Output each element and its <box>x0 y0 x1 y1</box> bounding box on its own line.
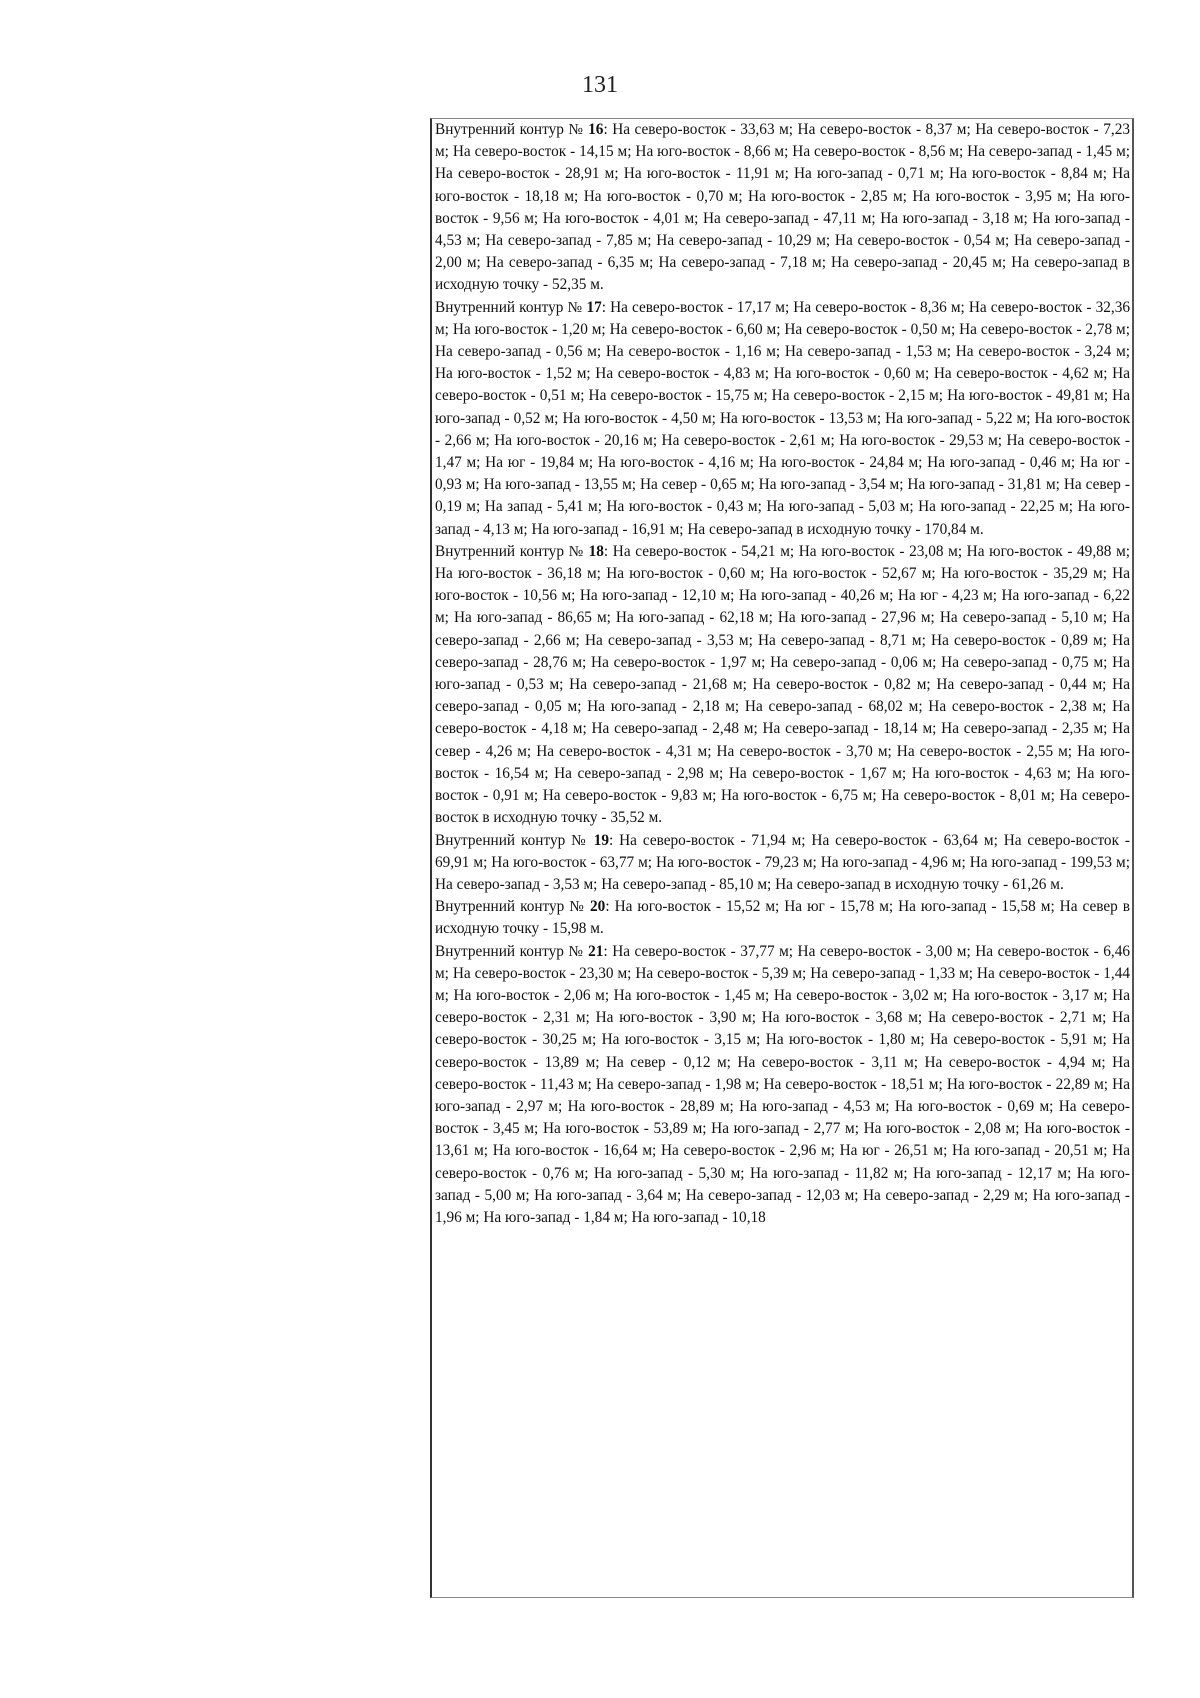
contour-19-paragraph: Внутренний контур № 19: На северо-восток - 71,94 м; На северо-восток - 63,64 м; На северо-восток - 69,91 м; На юго-восток - 63,77 м; На юго-восток - 79,23 м; На юго-запад - 4,96 м; На юго-запад - 199,53 м; На северо-запад - 3,53 м; На северо-запад - 85,10 м; На северо-запад в исходную точку - 61,26 м. <box>435 831 1130 893</box>
contour-description-frame <box>430 118 1134 1598</box>
contour-directions: На северо-восток - 33,63 м; На северо-восток - 8,37 м; На северо-восток - 7,23 м; На северо-восток - 14,15 м; На юго-восток - 8,66 м; На северо-восток - 8,56 м; На северо-запад - 1,45 м; На северо-восток - 28,91 м; На юго-восток - 11,91 м; На юго-запад - 0,71 м; На юго-восток - 8,84 м; На юго-восток - 18,18 м; На юго-восток - 0,70 м; На юго-восток - 2,85 м; На юго-восток - 3,95 м; На юго-восток - 9,56 м; На юго-восток - 4,01 м; На северо-запад - 47,11 м; На юго-запад - 3,18 м; На юго-запад - 4,53 м; На северо-запад - 7,85 м; На северо-запад - 10,29 м; На северо-восток - 0,54 м; На северо-запад - 2,00 м; На северо-запад - 6,35 м; На северо-запад - 7,18 м; На северо-запад - 20,45 м; На северо-запад в исходную точку - 52,35 м. <box>435 121 1131 294</box>
contour-number: 17 <box>586 298 602 316</box>
contour-20-paragraph: Внутренний контур № 20: На юго-восток - 15,52 м; На юг - 15,78 м; На юго-запад - 15,58 м; На север в исходную точку - 15,98 м. <box>435 898 1131 938</box>
page-number: 131 <box>582 72 618 98</box>
contour-title: Внутренний контур № <box>435 121 584 138</box>
contour-number: 16 <box>588 121 604 138</box>
contour-number: 19 <box>593 831 609 849</box>
contour-title: Внутренний контур № <box>435 298 583 316</box>
contour-title: Внутренний контур № <box>435 942 584 960</box>
contour-17-paragraph: Внутренний контур № 17: На северо-восток - 17,17 м; На северо-восток - 8,36 м; На северо-восток - 32,36 м; На юго-восток - 1,20 м; На северо-восток - 6,60 м; На северо-восток - 0,50 м; На северо-восток - 2,78 м; На северо-запад - 0,56 м; На северо-восток - 1,16 м; На северо-запад - 1,53 м; На северо-восток - 3,24 м; На юго-восток - 1,52 м; На северо-восток - 4,83 м; На юго-восток - 0,60 м; На северо-восток - 4,62 м; На северо-восток - 0,51 м; На северо-восток - 15,75 м; На северо-восток - 2,15 м; На юго-восток - 49,81 м; На юго-запад - 0,52 м; На юго-восток - 4,50 м; На юго-восток - 13,53 м; На юго-запад - 5,22 м; На юго-восток - 2,66 м; На юго-восток - 20,16 м; На северо-восток - 2,61 м; На юго-восток - 29,53 м; На северо-восток - 1,47 м; На юг - 19,84 м; На юго-восток - 4,16 м; На юго-восток - 24,84 м; На юго-запад - 0,46 м; На юг - 0,93 м; На юго-запад - 13,55 м; На север - 0,65 м; На юго-запад - 3,54 м; На юго-запад - 31,81 м; На север - 0,19 м; На запад - 5,41 м; На юго-восток - 0,43 м; На юго-запад - 5,03 м; На юго-запад - 22,25 м; На юго-запад - 4,13 м; На юго-запад - 16,91 м; На северо-запад в исходную точку - 170,84 м. <box>435 298 1131 538</box>
contour-21-paragraph: Внутренний контур № 21: На северо-восток - 37,77 м; На северо-восток - 3,00 м; На северо-восток - 6,46 м; На северо-восток - 23,30 м; На северо-восток - 5,39 м; На северо-запад - 1,33 м; На северо-восток - 1,44 м; На юго-восток - 2,06 м; На юго-восток - 1,45 м; На северо-восток - 3,02 м; На юго-восток - 3,17 м; На северо-восток - 2,31 м; На юго-восток - 3,90 м; На юго-восток - 3,68 м; На северо-восток - 2,71 м; На северо-восток - 30,25 м; На юго-восток - 3,15 м; На юго-восток - 1,80 м; На северо-восток - 5,91 м; На северо-восток - 13,89 м; На север - 0,12 м; На северо-восток - 3,11 м; На северо-восток - 4,94 м; На северо-восток - 11,43 м; На северо-запад - 1,98 м; На северо-восток - 18,51 м; На юго-восток - 22,89 м; На юго-запад - 2,97 м; На юго-восток - 28,89 м; На юго-запад - 4,53 м; На юго-восток - 0,69 м; На северо-восток - 3,45 м; На юго-восток - 53,89 м; На юго-запад - 2,77 м; На юго-восток - 2,08 м; На юго-восток - 13,61 м; На юго-восток - 16,64 м; На северо-восток - 2,96 м; На юг - 26,51 м; На юго-запад - 20,51 м; На северо-восток - 0,76 м; На юго-запад - 5,30 м; На юго-запад - 11,82 м; На юго-запад - 12,17 м; На юго-запад - 5,00 м; На юго-запад - 3,64 м; На северо-запад - 12,03 м; На северо-запад - 2,29 м; На юго-запад - 1,96 м; На юго-запад - 1,84 м; На юго-запад - 10,18 <box>435 942 1131 1226</box>
contour-title: Внутренний контур № <box>435 831 588 849</box>
contour-directions: На северо-восток - 54,21 м; На юго-восток - 23,08 м; На юго-восток - 49,88 м; На юго-восток - 36,18 м; На юго-восток - 0,60 м; На юго-восток - 52,67 м; На юго-восток - 35,29 м; На юго-восток - 10,56 м; На юго-запад - 12,10 м; На юго-запад - 40,26 м; На юг - 4,23 м; На юго-запад - 6,22 м; На юго-запад - 86,65 м; На юго-запад - 62,18 м; На юго-запад - 27,96 м; На северо-запад - 5,10 м; На северо-запад - 2,66 м; На северо-запад - 3,53 м; На северо-запад - 8,71 м; На северо-восток - 0,89 м; На северо-запад - 28,76 м; На северо-восток - 1,97 м; На северо-запад - 0,06 м; На северо-запад - 0,75 м; На юго-запад - 0,53 м; На северо-запад - 21,68 м; На северо-восток - 0,82 м; На северо-запад - 0,44 м; На северо-запад - 0,05 м; На юго-запад - 2,18 м; На северо-запад - 68,02 м; На северо-восток - 2,38 м; На северо-восток - 4,18 м; На северо-запад - 2,48 м; На северо-запад - 18,14 м; На северо-запад - 2,35 м; На север - 4,26 м; На северо-восток - 4,31 м; На северо-восток - 3,70 м; На северо-восток - 2,55 м; На юго-восток - 16,54 м; На северо-запад - 2,98 м; На северо-восток - 1,67 м; На юго-восток - 4,63 м; На юго-восток - 0,91 м; На северо-восток - 9,83 м; На юго-восток - 6,75 м; На северо-восток - 8,01 м; На северо-восток в исходную точку - 35,52 м. <box>435 542 1131 827</box>
contour-directions: На юго-восток - 15,52 м; На юг - 15,78 м; На юго-запад - 15,58 м; На север в исходную точку - 15,98 м. <box>435 898 1131 938</box>
contour-number: 20 <box>590 898 606 916</box>
contour-directions: На северо-восток - 37,77 м; На северо-восток - 3,00 м; На северо-восток - 6,46 м; На северо-восток - 23,30 м; На северо-восток - 5,39 м; На северо-запад - 1,33 м; На северо-восток - 1,44 м; На юго-восток - 2,06 м; На юго-восток - 1,45 м; На северо-восток - 3,02 м; На юго-восток - 3,17 м; На северо-восток - 2,31 м; На юго-восток - 3,90 м; На юго-восток - 3,68 м; На северо-восток - 2,71 м; На северо-восток - 30,25 м; На юго-восток - 3,15 м; На юго-восток - 1,80 м; На северо-восток - 5,91 м; На северо-восток - 13,89 м; На север - 0,12 м; На северо-восток - 3,11 м; На северо-восток - 4,94 м; На северо-восток - 11,43 м; На северо-запад - 1,98 м; На северо-восток - 18,51 м; На юго-восток - 22,89 м; На юго-запад - 2,97 м; На юго-восток - 28,89 м; На юго-запад - 4,53 м; На юго-восток - 0,69 м; На северо-восток - 3,45 м; На юго-восток - 53,89 м; На юго-запад - 2,77 м; На юго-восток - 2,08 м; На юго-восток - 13,61 м; На юго-восток - 16,64 м; На северо-восток - 2,96 м; На юг - 26,51 м; На юго-запад - 20,51 м; На северо-восток - 0,76 м; На юго-запад - 5,30 м; На юго-запад - 11,82 м; На юго-запад - 12,17 м; На юго-запад - 5,00 м; На юго-запад - 3,64 м; На северо-запад - 12,03 м; На северо-запад - 2,29 м; На юго-запад - 1,96 м; На юго-запад - 1,84 м; На юго-запад - 10,18 <box>435 942 1131 1226</box>
contour-18-paragraph: Внутренний контур № 18: На северо-восток - 54,21 м; На юго-восток - 23,08 м; На юго-восток - 49,88 м; На юго-восток - 36,18 м; На юго-восток - 0,60 м; На юго-восток - 52,67 м; На юго-восток - 35,29 м; На юго-восток - 10,56 м; На юго-запад - 12,10 м; На юго-запад - 40,26 м; На юг - 4,23 м; На юго-запад - 6,22 м; На юго-запад - 86,65 м; На юго-запад - 62,18 м; На юго-запад - 27,96 м; На северо-запад - 5,10 м; На северо-запад - 2,66 м; На северо-запад - 3,53 м; На северо-запад - 8,71 м; На северо-восток - 0,89 м; На северо-запад - 28,76 м; На северо-восток - 1,97 м; На северо-запад - 0,06 м; На северо-запад - 0,75 м; На юго-запад - 0,53 м; На северо-запад - 21,68 м; На северо-восток - 0,82 м; На северо-запад - 0,44 м; На северо-запад - 0,05 м; На юго-запад - 2,18 м; На северо-запад - 68,02 м; На северо-восток - 2,38 м; На северо-восток - 4,18 м; На северо-запад - 2,48 м; На северо-запад - 18,14 м; На северо-запад - 2,35 м; На север - 4,26 м; На северо-восток - 4,31 м; На северо-восток - 3,70 м; На северо-восток - 2,55 м; На юго-восток - 16,54 м; На северо-запад - 2,98 м; На северо-восток - 1,67 м; На юго-восток - 4,63 м; На юго-восток - 0,91 м; На северо-восток - 9,83 м; На юго-восток - 6,75 м; На северо-восток - 8,01 м; На северо-восток в исходную точку - 35,52 м. <box>435 542 1131 827</box>
contour-directions: На северо-восток - 71,94 м; На северо-восток - 63,64 м; На северо-восток - 69,91 м; На юго-восток - 63,77 м; На юго-восток - 79,23 м; На юго-запад - 4,96 м; На юго-запад - 199,53 м; На северо-запад - 3,53 м; На северо-запад - 85,10 м; На северо-запад в исходную точку - 61,26 м. <box>435 831 1130 893</box>
contour-title: Внутренний контур № <box>435 898 586 916</box>
contour-16-paragraph: Внутренний контур № 16: На северо-восток - 33,63 м; На северо-восток - 8,37 м; На северо-восток - 7,23 м; На северо-восток - 14,15 м; На юго-восток - 8,66 м; На северо-восток - 8,56 м; На северо-запад - 1,45 м; На северо-восток - 28,91 м; На юго-восток - 11,91 м; На юго-запад - 0,71 м; На юго-восток - 8,84 м; На юго-восток - 18,18 м; На юго-восток - 0,70 м; На юго-восток - 2,85 м; На юго-восток - 3,95 м; На юго-восток - 9,56 м; На юго-восток - 4,01 м; На северо-запад - 47,11 м; На юго-запад - 3,18 м; На юго-запад - 4,53 м; На северо-запад - 7,85 м; На северо-запад - 10,29 м; На северо-восток - 0,54 м; На северо-запад - 2,00 м; На северо-запад - 6,35 м; На северо-запад - 7,18 м; На северо-запад - 20,45 м; На северо-запад в исходную точку - 52,35 м. <box>435 121 1131 294</box>
contour-number: 18 <box>588 542 604 560</box>
contour-directions: На северо-восток - 17,17 м; На северо-восток - 8,36 м; На северо-восток - 32,36 м; На юго-восток - 1,20 м; На северо-восток - 6,60 м; На северо-восток - 0,50 м; На северо-восток - 2,78 м; На северо-запад - 0,56 м; На северо-восток - 1,16 м; На северо-запад - 1,53 м; На северо-восток - 3,24 м; На юго-восток - 1,52 м; На северо-восток - 4,83 м; На юго-восток - 0,60 м; На северо-восток - 4,62 м; На северо-восток - 0,51 м; На северо-восток - 15,75 м; На северо-восток - 2,15 м; На юго-восток - 49,81 м; На юго-запад - 0,52 м; На юго-восток - 4,50 м; На юго-восток - 13,53 м; На юго-запад - 5,22 м; На юго-восток - 2,66 м; На юго-восток - 20,16 м; На северо-восток - 2,61 м; На юго-восток - 29,53 м; На северо-восток - 1,47 м; На юг - 19,84 м; На юго-восток - 4,16 м; На юго-восток - 24,84 м; На юго-запад - 0,46 м; На юг - 0,93 м; На юго-запад - 13,55 м; На север - 0,65 м; На юго-запад - 3,54 м; На юго-запад - 31,81 м; На север - 0,19 м; На запад - 5,41 м; На юго-восток - 0,43 м; На юго-запад - 5,03 м; На юго-запад - 22,25 м; На юго-запад - 4,13 м; На юго-запад - 16,91 м; На северо-запад в исходную точку - 170,84 м. <box>435 298 1131 538</box>
contour-number: 21 <box>588 942 604 960</box>
contour-title: Внутренний контур № <box>435 542 584 560</box>
